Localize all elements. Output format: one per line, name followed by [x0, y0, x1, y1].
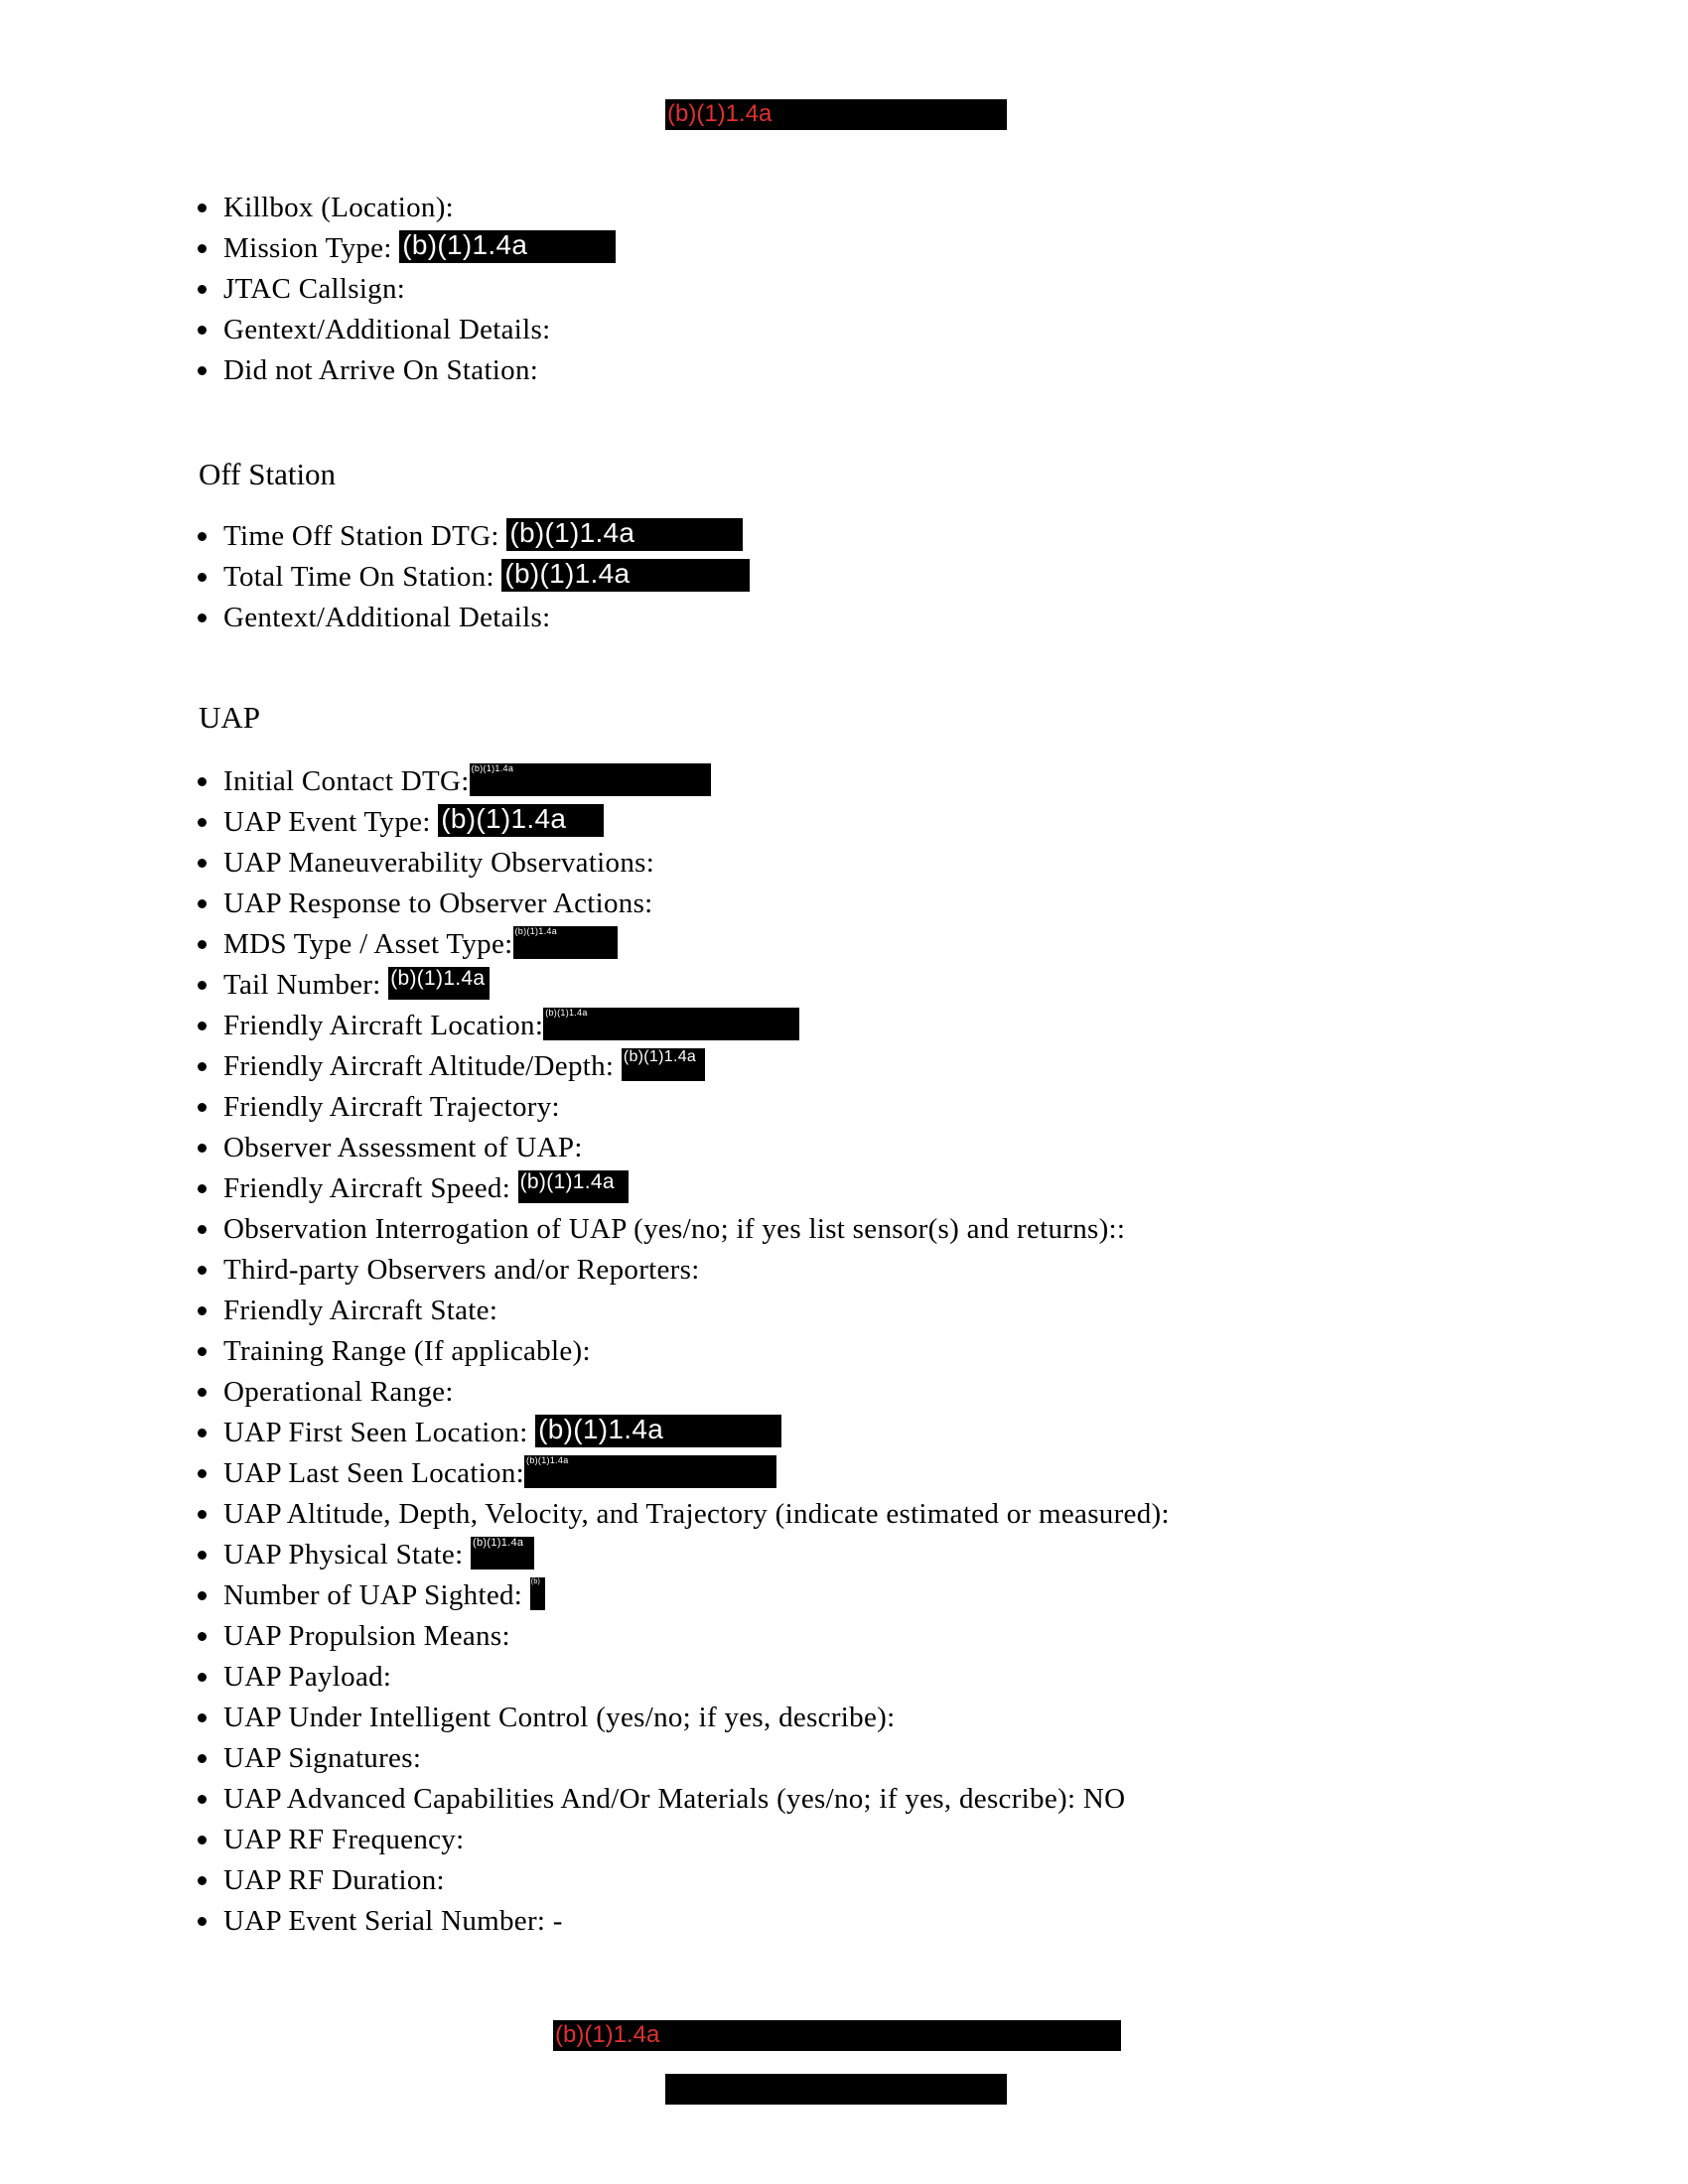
bullet-icon [198, 1144, 207, 1153]
header-redaction: (b)(1)1.4a [665, 99, 1007, 130]
bullet-icon [198, 1306, 207, 1315]
list-item-label: UAP Event Type: (b)(1)1.4a [223, 802, 604, 843]
list-item-label: Friendly Aircraft Location: (b)(1)1.4a [223, 1006, 799, 1046]
bullet-icon [198, 1673, 207, 1682]
redaction-block: (b)(1)1.4a [622, 1048, 705, 1081]
bullet-icon [198, 285, 207, 294]
bullet-icon [198, 818, 207, 827]
bullet-icon [198, 1266, 207, 1275]
bullet-icon [198, 1062, 207, 1071]
bullet-icon [198, 204, 207, 212]
bullet-icon [198, 1713, 207, 1722]
list-item-label: UAP Event Serial Number: - [223, 1905, 563, 1937]
section-title-off-station: Off Station [199, 457, 337, 491]
bullet-icon [198, 940, 207, 949]
bullet-icon [198, 1632, 207, 1641]
list-item-label: Friendly Aircraft Trajectory: [223, 1091, 560, 1123]
bullet-icon [198, 1917, 207, 1926]
list-item-label: UAP Signatures: [223, 1742, 422, 1774]
redaction-block: (b)(1)1.4a [543, 1008, 799, 1040]
bullet-icon [198, 1795, 207, 1804]
list-item-label: Number of UAP Sighted: (b) [223, 1575, 545, 1616]
list-item-label: Friendly Aircraft Speed: (b)(1)1.4a [223, 1168, 629, 1209]
redaction-block: (b)(1)1.4a [513, 926, 618, 959]
list-item-label: Did not Arrive On Station: [223, 354, 539, 386]
bullet-icon [198, 1388, 207, 1397]
redaction-block: (b)(1)1.4a [399, 230, 616, 263]
redaction-block: (b)(1)1.4a [470, 763, 711, 796]
bullet-icon [198, 366, 207, 375]
list-item-label: UAP Under Intelligent Control (yes/no; if yes, describe): [223, 1702, 896, 1733]
bullet-icon [198, 1103, 207, 1112]
list-item-label: Killbox (Location): [223, 192, 455, 223]
redaction-block: (b)(1)1.4a [524, 1455, 776, 1488]
bullet-icon [198, 1510, 207, 1519]
bullet-icon [198, 326, 207, 335]
bullet-icon [198, 1184, 207, 1193]
list-item-label: Gentext/Additional Details: [223, 314, 551, 345]
list-item-label: Friendly Aircraft Altitude/Depth: (b)(1)1.4a [223, 1046, 705, 1087]
bullet-icon [198, 1551, 207, 1560]
redaction-block: (b)(1)1.4a [438, 804, 604, 837]
list-item-label: UAP Payload: [223, 1661, 392, 1693]
bullet-icon [198, 573, 207, 582]
bullet-icon [198, 859, 207, 868]
bullet-icon [198, 1754, 207, 1763]
list-item-label: UAP Last Seen Location: (b)(1)1.4a [223, 1453, 776, 1494]
list-item-label: Observer Assessment of UAP: [223, 1132, 583, 1163]
redaction-block: (b)(1)1.4a [388, 967, 490, 1000]
list-item-label: Third-party Observers and/or Reporters: [223, 1254, 700, 1286]
bullet-icon [198, 1347, 207, 1356]
bullet-icon [198, 1429, 207, 1437]
footer-redaction-bar [665, 2074, 1007, 2105]
bullet-icon [198, 532, 207, 541]
list-item-label: Tail Number: (b)(1)1.4a [223, 965, 490, 1006]
bullet-icon [198, 1591, 207, 1600]
list-item-label: Observation Interrogation of UAP (yes/no; if yes list sensor(s) and returns):: [223, 1213, 1126, 1245]
bullet-icon [198, 1469, 207, 1478]
bullet-icon [198, 244, 207, 253]
list-item-label: Training Range (If applicable): [223, 1335, 591, 1367]
list-item-label: Initial Contact DTG: (b)(1)1.4a [223, 761, 711, 802]
list-item-label: Friendly Aircraft State: [223, 1295, 498, 1326]
redaction-block: (b)(1)1.4a [518, 1170, 629, 1203]
list-item-label: UAP Maneuverability Observations: [223, 847, 655, 879]
redaction-block: (b)(1)1.4a [535, 1415, 781, 1447]
redaction-block: (b)(1)1.4a [501, 559, 750, 592]
list-item-label: UAP Physical State: (b)(1)1.4a [223, 1535, 534, 1575]
bullet-icon [198, 899, 207, 908]
footer-redaction: (b)(1)1.4a [553, 2020, 1121, 2051]
list-item-label: Gentext/Additional Details: [223, 602, 551, 633]
list-item-label: MDS Type / Asset Type: (b)(1)1.4a [223, 924, 618, 965]
list-item-label: Time Off Station DTG: (b)(1)1.4a [223, 516, 743, 557]
section-title-uap: UAP [199, 700, 261, 735]
redaction-block: (b)(1)1.4a [506, 518, 743, 551]
list-item-label: UAP Altitude, Depth, Velocity, and Trajectory (indicate estimated or measured): [223, 1498, 1170, 1530]
bullet-icon [198, 777, 207, 786]
bullet-icon [198, 981, 207, 990]
list-item-label: UAP Response to Observer Actions: [223, 887, 653, 919]
bullet-icon [198, 1836, 207, 1844]
redaction-block: (b)(1)1.4a [471, 1537, 534, 1570]
list-item-label: UAP Propulsion Means: [223, 1620, 510, 1652]
bullet-icon [198, 1022, 207, 1030]
bullet-icon [198, 614, 207, 622]
list-item-label: UAP Advanced Capabilities And/Or Materials (yes/no; if yes, describe): NO [223, 1783, 1126, 1815]
list-item-label: Total Time On Station: (b)(1)1.4a [223, 557, 750, 598]
bullet-icon [198, 1225, 207, 1234]
list-item-label: Mission Type: (b)(1)1.4a [223, 228, 616, 269]
list-item-label: Operational Range: [223, 1376, 454, 1408]
redaction-block: (b) [530, 1577, 545, 1610]
list-item-label: UAP RF Frequency: [223, 1824, 465, 1855]
list-item-label: UAP First Seen Location: (b)(1)1.4a [223, 1413, 781, 1453]
bullet-icon [198, 1876, 207, 1885]
list-item-label: UAP RF Duration: [223, 1864, 445, 1896]
list-item-label: JTAC Callsign: [223, 273, 406, 305]
